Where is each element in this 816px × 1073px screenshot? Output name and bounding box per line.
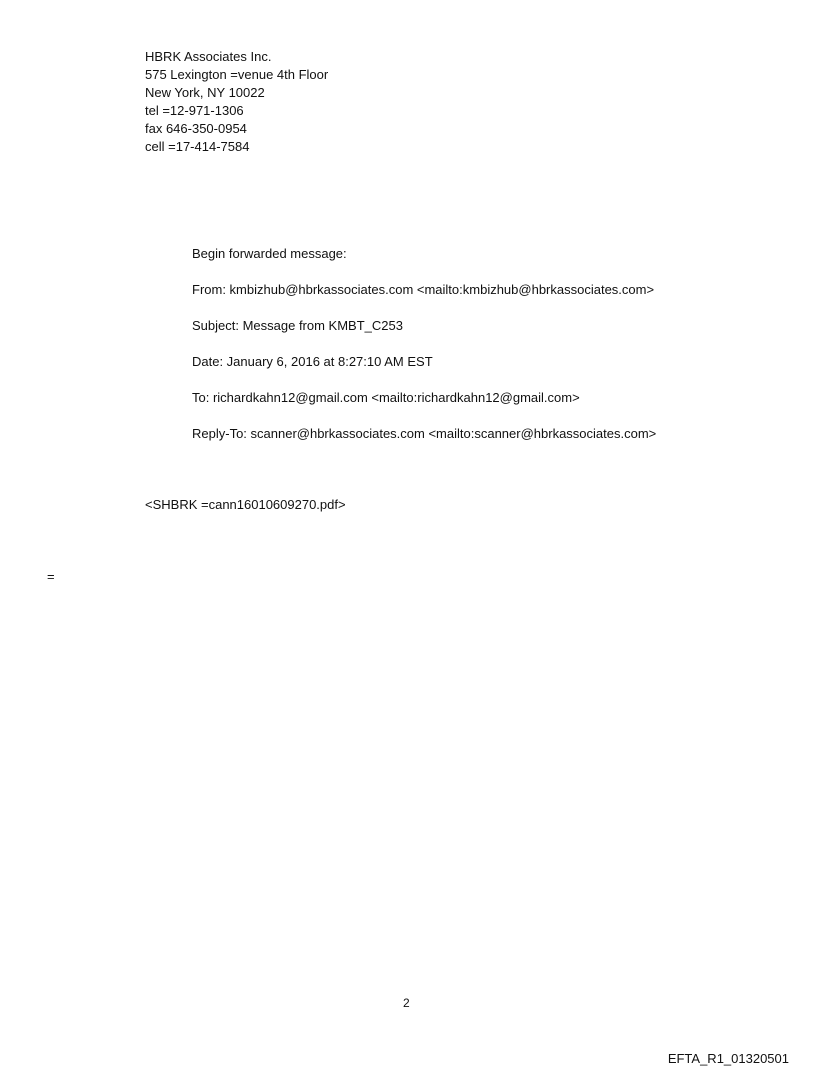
city-state-zip: New York, NY 10022 xyxy=(145,85,265,100)
fax: fax 646-350-0954 xyxy=(145,121,247,136)
reply-to-line: Reply-To: scanner@hbrkassociates.com <mailto:scanner@hbrkassociates.com> xyxy=(192,426,657,441)
street-address: 575 Lexington =venue 4th Floor xyxy=(145,67,329,82)
attachment-reference: <SHBRK =cann16010609270.pdf> xyxy=(145,497,346,512)
bates-number: EFTA_R1_01320501 xyxy=(667,1051,789,1066)
telephone: tel =12-971-1306 xyxy=(145,103,244,118)
from-line: From: kmbizhub@hbrkassociates.com <mailto:kmbizhub@hbrkassociates.com> xyxy=(192,282,655,297)
page-number: 2 xyxy=(403,996,410,1010)
to-line: To: richardkahn12@gmail.com <mailto:richardkahn12@gmail.com> xyxy=(192,390,580,405)
subject-line: Subject: Message from KMBT_C253 xyxy=(192,318,403,333)
date-line: Date: January 6, 2016 at 8:27:10 AM EST xyxy=(192,354,433,369)
company-name: HBRK Associates Inc. xyxy=(145,49,272,64)
forward-intro: Begin forwarded message: xyxy=(192,246,347,261)
cell-phone: cell =17-414-7584 xyxy=(145,139,250,154)
stray-character: = xyxy=(47,569,55,584)
